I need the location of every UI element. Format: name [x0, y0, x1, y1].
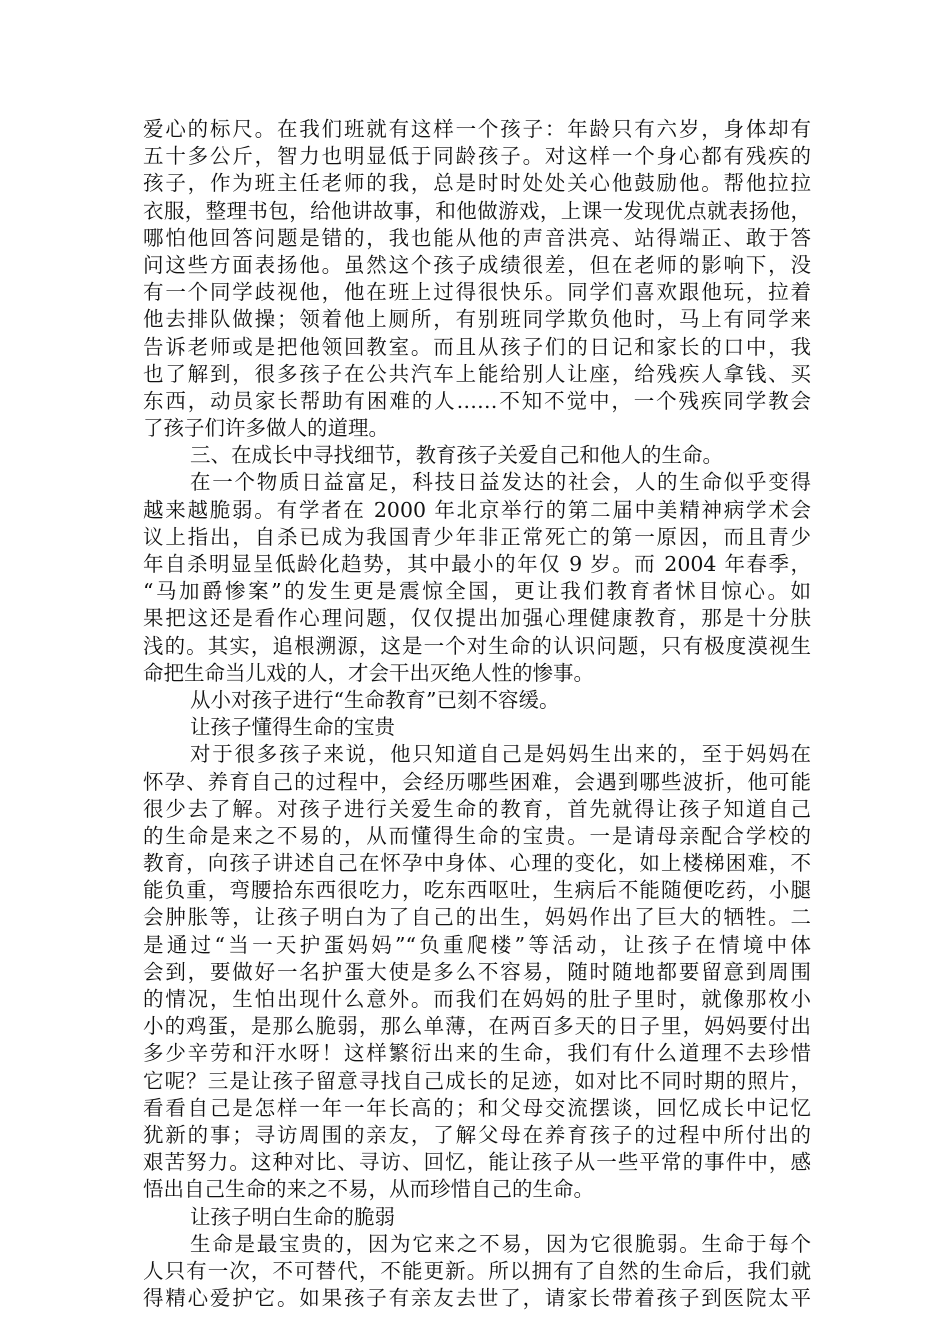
- text-line: 从小对孩子进行“生命教育”已刻不容缓。: [190, 687, 560, 712]
- text-line: 衣服，整理书包，给他讲故事，和他做游戏，上课一发现优点就表扬他，: [143, 198, 811, 223]
- text-line: 让孩子懂得生命的宝贵: [190, 715, 395, 740]
- text-line: 有一个同学歧视他，他在班上过得很快乐。同学们喜欢跟他玩，拉着: [143, 280, 811, 305]
- text-line: 浅的。其实，追根溯源，这是一个对生命的认识问题，只有极度漠视生: [143, 633, 811, 658]
- text-line: 多少辛劳和汗水呀！这样繁衍出来的生命，我们有什么道理不去珍惜: [143, 1041, 811, 1066]
- text-line: 他去排队做操；领着他上厕所，有别班同学欺负他时，马上有同学来: [143, 307, 811, 332]
- text-line: 看看自己是怎样一年一年长高的；和父母交流摆谈，回忆成长中记忆: [143, 1095, 811, 1120]
- text-line: 越来越脆弱。有学者在 2000 年北京举行的第二届中美精神病学术会: [143, 497, 811, 522]
- text-line: 人只有一次，不可替代，不能更新。所以拥有了自然的生命后，我们就: [143, 1258, 811, 1283]
- text-line: 告诉老师或是把他领回教室。而且从孩子们的日记和家长的口中，我: [143, 334, 811, 359]
- text-line: 三、在成长中寻找细节，教育孩子关爱自己和他人的生命。: [190, 443, 723, 468]
- text-line: 也了解到，很多孩子在公共汽车上能给别人让座，给残疾人拿钱、买: [143, 361, 811, 386]
- text-line: 的生命是来之不易的，从而懂得生命的宝贵。一是请母亲配合学校的: [143, 823, 811, 848]
- text-line: 孩子，作为班主任老师的我，总是时时处处关心他鼓励他。帮他拉拉: [143, 171, 811, 196]
- text-line: 五十多公斤，智力也明显低于同龄孩子。对这样一个身心都有残疾的: [143, 144, 811, 169]
- text-line: 命把生命当儿戏的人，才会干出灭绝人性的惨事。: [143, 660, 594, 685]
- text-line: 让孩子明白生命的脆弱: [190, 1204, 395, 1229]
- text-line: 艰苦努力。这种对比、寻访、回忆，能让孩子从一些平常的事件中，感: [143, 1150, 811, 1175]
- text-line: 很少去了解。对孩子进行关爱生命的教育，首先就得让孩子知道自己: [143, 796, 811, 821]
- text-line: 悟出自己生命的来之不易，从而珍惜自己的生命。: [143, 1177, 594, 1202]
- text-line: 犹新的事；寻访周围的亲友，了解父母在养育孩子的过程中所付出的: [143, 1122, 811, 1147]
- text-line: 爱心的标尺。在我们班就有这样一个孩子：年龄只有六岁，身体却有: [143, 117, 811, 141]
- text-line: 小的鸡蛋，是那么脆弱，那么单薄，在两百多天的日子里，妈妈要付出: [143, 1014, 811, 1039]
- text-line: 东西，动员家长帮助有困难的人……不知不觉中，一个残疾同学教会: [143, 388, 811, 413]
- text-line: 是通过“当一天护蛋妈妈”“负重爬楼”等活动，让孩子在情境中体: [143, 932, 811, 957]
- text-line: 对于很多孩子来说，他只知道自己是妈妈生出来的，至于妈妈在: [190, 742, 811, 767]
- text-line: 能负重，弯腰拾东西很吃力，吃东西呕吐，生病后不能随便吃药，小腿: [143, 878, 811, 903]
- text-line: 会到，要做好一名护蛋大使是多么不容易，随时随地都要留意到周围: [143, 959, 811, 984]
- text-line: 问这些方面表扬他。虽然这个孩子成绩很差，但在老师的影响下，没: [143, 252, 811, 277]
- text-line: 了孩子们许多做人的道理。: [143, 416, 389, 441]
- text-line: 议上指出，自杀已成为我国青少年非正常死亡的第一原因，而且青少: [143, 524, 811, 549]
- text-line: 果把这还是看作心理问题，仅仅提出加强心理健康教育，那是十分肤: [143, 606, 811, 631]
- body-text: [143, 116, 811, 1312]
- text-line: 怀孕、养育自己的过程中，会经历哪些困难，会遇到哪些波折，他可能: [143, 769, 811, 794]
- text-line: “马加爵惨案”的发生更是震惊全国，更让我们教育者怵目惊心。如: [143, 579, 811, 604]
- text-line: 得精心爱护它。如果孩子有亲友去世了，请家长带着孩子到医院太平: [143, 1286, 811, 1311]
- text-line: 会肿胀等，让孩子明白为了自己的出生，妈妈作出了巨大的牺牲。二: [143, 905, 811, 930]
- text-line: 年自杀明显呈低龄化趋势，其中最小的年仅 9 岁。而 2004 年春季，: [143, 552, 811, 576]
- text-line: 的情况，生怕出现什么意外。而我们在妈妈的肚子里时，就像那枚小: [143, 987, 811, 1011]
- text-line: 教育，向孩子讲述自己在怀孕中身体、心理的变化，如上楼梯困难，不: [143, 851, 811, 876]
- text-line: 哪怕他回答问题是错的，我也能从他的声音洪亮、站得端正、敢于答: [143, 225, 811, 250]
- text-line: 生命是最宝贵的，因为它来之不易，因为它很脆弱。生命于每个: [190, 1231, 811, 1256]
- text-line: 在一个物质日益富足，科技日益发达的社会，人的生命似乎变得: [190, 470, 811, 495]
- text-line: 它呢？三是让孩子留意寻找自己成长的足迹，如对比不同时期的照片，: [143, 1068, 811, 1093]
